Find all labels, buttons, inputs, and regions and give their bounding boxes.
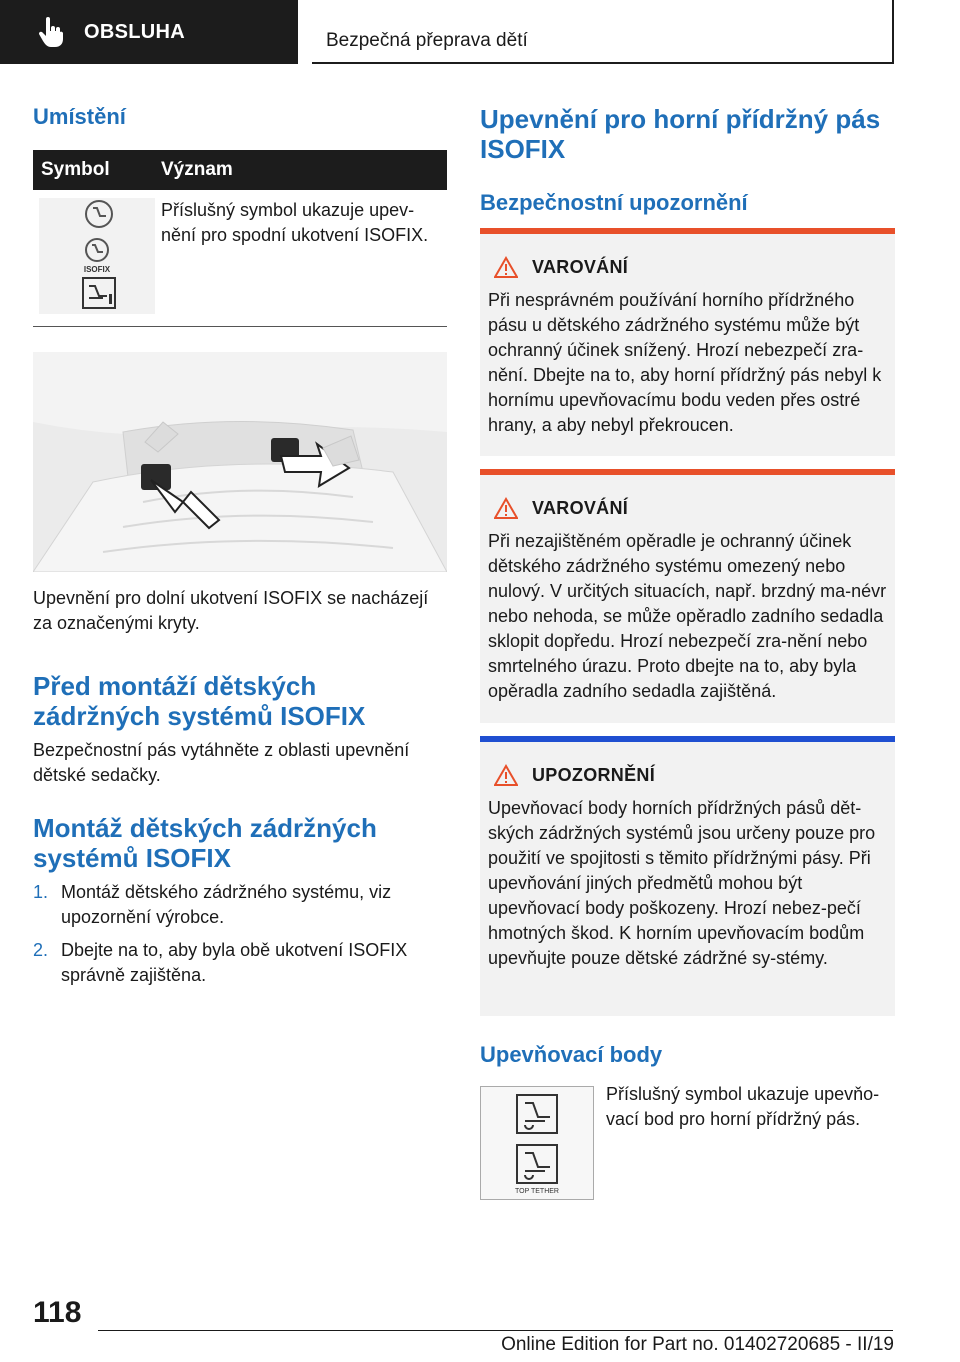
edition-text: Online Edition for Part no. 01402720685 - II/19 (501, 1334, 894, 1355)
install-heading: Montáž dětských zádržných systémů ISOFIX (33, 813, 377, 873)
isofix-seat-photo (33, 352, 447, 572)
step-text: Dbejte na to, aby byla obě ukotvení ISOFIX správně zajištěna. (61, 940, 408, 985)
symbol-table (33, 150, 447, 327)
table-row (33, 190, 447, 327)
before-install-heading: Před montáží dětských zádržných systémů ISOFIX (33, 671, 366, 731)
warning-box-1 (480, 228, 895, 456)
top-tether-anchor-icon (481, 1087, 593, 1199)
notice-title (494, 764, 887, 786)
warning-title (494, 497, 887, 519)
top-tether-icon-label: TOP TETHER (515, 1188, 559, 1195)
isofix-symbol-box (39, 198, 155, 314)
warning-title (494, 256, 887, 278)
step-text: Montáž dětského zádržného systému, viz upozornění výrobce. (61, 882, 392, 927)
step-number: 1. (33, 882, 49, 902)
header-meaning: Význam (161, 159, 233, 180)
before-install-paragraph (33, 738, 447, 788)
step-number: 2. (33, 940, 49, 960)
warning-bar (480, 469, 895, 475)
before-install-text: Bezpečnostní pás vytáhněte z oblasti upevnění dětské sedačky. (33, 740, 410, 785)
notice-bar (480, 736, 895, 742)
safety-heading: Bezpečnostní upozornění (480, 190, 748, 215)
chapter-header (312, 0, 894, 64)
symbol-meaning-text: Příslušný symbol ukazuje upev-nění pro spodní ukotvení ISOFIX. (161, 200, 429, 245)
list-item (33, 938, 447, 988)
notice-box (480, 736, 895, 1016)
top-tether-heading: Upevnění pro horní přídržný pás ISOFIX (480, 104, 881, 164)
photo-caption (33, 586, 447, 636)
notice-text: Upevňovací body horních přídržných pásů dět-ských zádržných systémů jsou určeny pouze pro použití ve spojitosti s těmito přídržnými pásy. Při upevňování jiných předmětů mohou být upevňovací body poškozeny. Hrozí nebez-pečí hmotných škod. K horním upevňovacím bodům upevňujte pouze dětské zádržné sy-stémy. (488, 798, 876, 968)
page-number: 118 (33, 1296, 82, 1329)
warning-bar (480, 228, 895, 234)
section-tab (0, 0, 298, 64)
top-tether-symbol-box (480, 1086, 594, 1200)
anchor-points-heading: Upevňovací body (480, 1042, 663, 1067)
list-item (33, 880, 447, 930)
anchor-text: Příslušný symbol ukazuje upevňo-vací bod pro horní přídržný pás. (606, 1084, 880, 1129)
photo-caption-text: Upevnění pro dolní ukotvení ISOFIX se nacházejí za označenými kryty. (33, 588, 429, 633)
footer-rule (98, 1330, 893, 1331)
isofix-child-seat-icon (39, 198, 155, 314)
chapter-title: Bezpečná přeprava dětí (326, 30, 528, 51)
install-steps (33, 880, 447, 996)
warning-label: VAROVÁNÍ (532, 497, 629, 518)
placement-heading: Umístění (33, 104, 126, 129)
isofix-icon-label: ISOFIX (83, 265, 111, 274)
warning-text: Při nesprávném používání horního přídržného pásu u dětského zádržného systému může být ochranný účinek snížený. Hrozí nebezpečí zra-nění. Dbejte na to, aby horní přídržný pás nebyl k hornímu upevňovacímu bodu veden přes ostré hrany, a aby nebyl překroucen. (488, 290, 882, 435)
warning-box-2 (480, 469, 895, 723)
notice-triangle-icon (494, 764, 518, 786)
warning-triangle-icon (494, 497, 518, 519)
table-header (33, 150, 447, 190)
hand-pointer-icon (38, 17, 64, 47)
warning-text: Při nezajištěném opěradle je ochranný účinek dětského zádržného systému omezený nebo nulový. V určitých situacích, např. brzdný ma-névr nebo nehoda, se může opěradlo zadního sedadla sklopit dopředu. Hrozí nebezpečí zra-nění nebo smrtelného úrazu. Proto dbejte na to, aby byla opěradla zadního sedadla zajištěná. (488, 531, 887, 701)
notice-label: UPOZORNĚNÍ (532, 764, 656, 785)
rear-seat-illustration (33, 352, 447, 572)
warning-label: VAROVÁNÍ (532, 256, 629, 277)
anchor-description (606, 1082, 896, 1132)
header-symbol: Symbol (41, 159, 110, 180)
warning-triangle-icon (494, 256, 518, 278)
section-label: OBSLUHA (84, 20, 185, 43)
